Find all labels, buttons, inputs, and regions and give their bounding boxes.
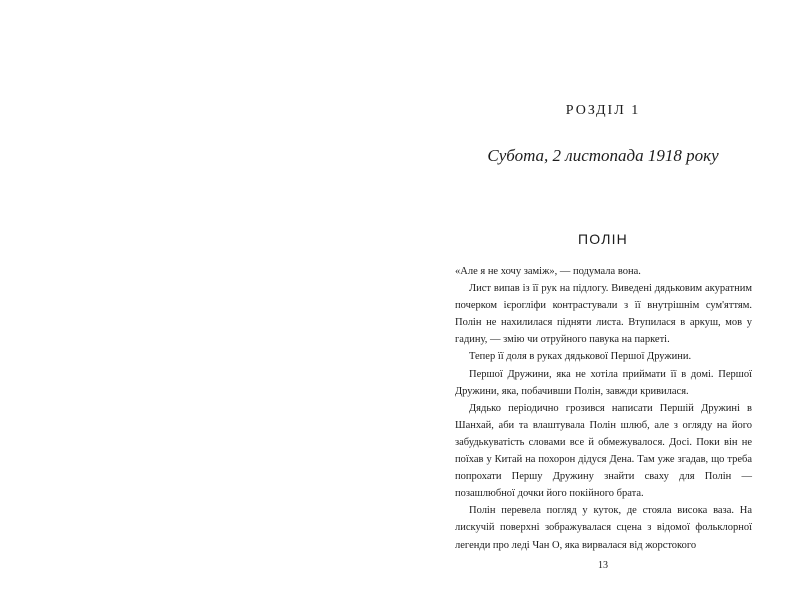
chapter-label: РОЗДІЛ 1 [565,103,641,118]
paragraph-3: Тепер її доля в руках дядькової Першої Дружини. [469,351,692,363]
paragraph-2: Лист випав із її рук на підлогу. Виведені дядьковим акуратним почерком ієрогліфи контрастували з її внутрішнім сум'яттям. Полін не нахилилася підняти листа. Втупилася в аркуш, мов у гадину, — змію чи отруйного павука на паркеті. [455,283,752,346]
section-heading: ПОЛІН [578,231,628,247]
body-text [455,263,752,554]
paragraph-1: «Але я не хочу заміж», — подумала вона. [455,266,641,277]
paragraph-4: Першої Дружини, яка не хотіла приймати її в домі. Першої Дружини, яка, побачивши Полін, завжди кривилася. [455,368,752,397]
page-number: 13 [598,560,608,571]
paragraph-5: Дядько періодично грозився написати Першій Дружині в Шанхай, аби та влаштувала Полін шлюб, але з огляду на його забудькуватість словами все й обмежувалося. Досі. Поки він не поїхав у Китай на похорон дідуся Дена. Там уже згадав, що треба попрохати Першу Дружину знайти сваху для Полін — позашлюбної дочки його покійного брата. [455,402,752,500]
paragraph-6: Полін перевела погляд у куток, де стояла висока ваза. На лискучій поверхні зображувалася сцена з відомої фольклорної легенди про леді Чан О, яка вирвалася від жорстокого [455,505,752,551]
chapter-date: Субота, 2 листопада 1918 року [487,146,719,165]
